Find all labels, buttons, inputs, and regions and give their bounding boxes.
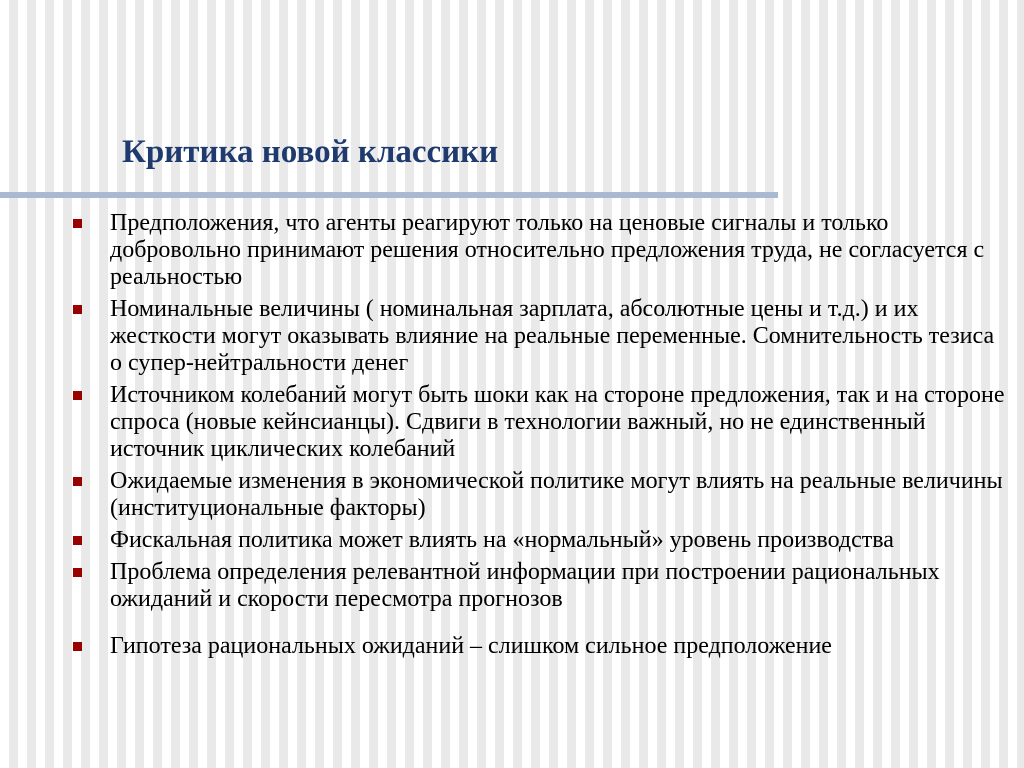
bullet-text: Предположения, что агенты реагируют только на ценовые сигналы и только добровольно принимают решения относительно предложения труда, не согласуется с реальностью	[110, 210, 985, 290]
bullet-text: Фискальная политика может влиять на «нормальный» уровень производства	[110, 527, 894, 553]
bullet-list	[72, 210, 1007, 665]
bullet-item	[72, 559, 1007, 613]
bullet-item	[72, 296, 1007, 377]
square-bullet-icon	[73, 391, 82, 400]
bullet-text: Ожидаемые изменения в экономической политике могут влиять на реальные величины (институциональные факторы)	[110, 468, 1003, 521]
square-bullet-icon	[73, 642, 82, 651]
bullet-item	[72, 527, 1007, 554]
square-bullet-icon	[73, 477, 82, 486]
bullet-item	[72, 210, 1007, 291]
bullet-text: Гипотеза рациональных ожиданий – слишком сильное предположение	[110, 633, 832, 659]
bullet-item	[72, 633, 1007, 660]
bullet-item	[72, 468, 1007, 522]
bullet-text: Проблема определения релевантной информации при построении рациональных ожиданий и скорости пересмотра прогнозов	[110, 559, 940, 612]
square-bullet-icon	[73, 536, 82, 545]
bullet-text: Источником колебаний могут быть шоки как на стороне предложения, так и на стороне спроса (новые кейнсианцы). Сдвиги в технологии важный, но не единственный источник циклических колебаний	[110, 382, 1005, 462]
square-bullet-icon	[73, 305, 82, 314]
square-bullet-icon	[73, 568, 82, 577]
title-underline	[0, 192, 778, 198]
bullet-text: Номинальные величины ( номинальная зарплата, абсолютные цены и т.д.) и их жесткости могут оказывать влияние на реальные переменные. Сомнительность тезиса о супер-нейтральности денег	[110, 296, 995, 376]
slide-title: Критика новой классики	[122, 134, 499, 170]
bullet-item	[72, 382, 1007, 463]
square-bullet-icon	[73, 219, 82, 228]
